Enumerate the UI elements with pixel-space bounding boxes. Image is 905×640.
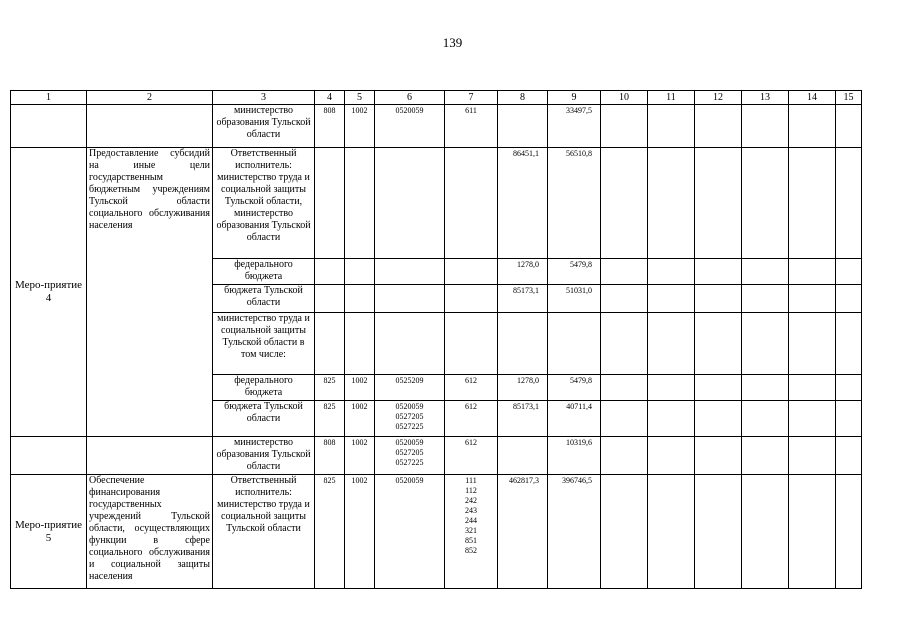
amount-cell: 1278,0 <box>498 259 548 285</box>
amount-cell: 5479,8 <box>548 259 601 285</box>
executor-cell: министерство образования Тульской области <box>213 437 315 475</box>
code-cell: 0520059 <box>375 105 445 148</box>
header-row <box>11 91 862 105</box>
header-cell: 14 <box>789 91 836 105</box>
table-row <box>11 437 862 475</box>
amount-cell: 86451,1 <box>498 148 548 259</box>
amount-cell: 5479,8 <box>548 375 601 401</box>
executor-cell: Ответственный исполнитель: министерство труда и социальной защиты Тульской области <box>213 475 315 589</box>
header-cell: 10 <box>601 91 648 105</box>
amount-cell: 85173,1 <box>498 285 548 313</box>
code-list-cell: 0520059 0527205 0527225 <box>375 401 445 437</box>
executor-cell: федерального бюджета <box>213 259 315 285</box>
header-cell: 13 <box>742 91 789 105</box>
executor-cell: бюджета Тульской области <box>213 285 315 313</box>
code-cell: 0520059 <box>375 475 445 589</box>
amount-cell: 56510,8 <box>548 148 601 259</box>
header-cell: 4 <box>315 91 345 105</box>
code-cell: 825 <box>315 375 345 401</box>
code-cell: 612 <box>445 375 498 401</box>
executor-cell: министерство образования Тульской области <box>213 105 315 148</box>
code-cell: 1002 <box>345 401 375 437</box>
code-cell: 825 <box>315 401 345 437</box>
code-cell: 612 <box>445 437 498 475</box>
header-cell: 11 <box>648 91 695 105</box>
code-cell: 808 <box>315 105 345 148</box>
amount-cell: 396746,5 <box>548 475 601 589</box>
code-cell: 611 <box>445 105 498 148</box>
amount-cell: 1278,0 <box>498 375 548 401</box>
header-cell: 8 <box>498 91 548 105</box>
header-cell: 9 <box>548 91 601 105</box>
table-row <box>11 105 862 148</box>
header-cell: 2 <box>87 91 213 105</box>
amount-cell: 85173,1 <box>498 401 548 437</box>
executor-cell: Ответственный исполнитель: министерство труда и социальной защиты Тульской области, министерство образования Тульской области <box>213 148 315 259</box>
budget-table <box>10 90 862 589</box>
measure-description: Обеспечение финансирования государственных учреждений Тульской области, осуществляющих функции в сфере социального обслуживания и социальной защиты населения <box>87 475 213 589</box>
code-cell: 1002 <box>345 105 375 148</box>
code-list-cell: 111 112 242 243 244 321 851 852 <box>445 475 498 589</box>
code-cell: 1002 <box>345 475 375 589</box>
header-cell: 3 <box>213 91 315 105</box>
code-cell: 825 <box>315 475 345 589</box>
amount-cell: 40711,4 <box>548 401 601 437</box>
amount-cell <box>498 105 548 148</box>
amount-cell: 51031,0 <box>548 285 601 313</box>
executor-cell: федерального бюджета <box>213 375 315 401</box>
code-cell: 1002 <box>345 375 375 401</box>
amount-cell: 462817,3 <box>498 475 548 589</box>
code-cell: 0525209 <box>375 375 445 401</box>
header-cell: 1 <box>11 91 87 105</box>
header-cell: 5 <box>345 91 375 105</box>
amount-cell <box>498 437 548 475</box>
amount-cell: 33497,5 <box>548 105 601 148</box>
measure-description: Предоставление субсидий на иные цели государственным бюджетным учреждениям Тульской области социального обслуживания населения <box>87 148 213 437</box>
header-cell: 6 <box>375 91 445 105</box>
code-cell: 1002 <box>345 437 375 475</box>
code-cell: 808 <box>315 437 345 475</box>
code-list-cell: 0520059 0527205 0527225 <box>375 437 445 475</box>
header-cell: 12 <box>695 91 742 105</box>
amount-cell: 10319,6 <box>548 437 601 475</box>
measure-label: Меро-приятие 5 <box>11 475 87 589</box>
table-row <box>11 148 862 259</box>
header-cell: 7 <box>445 91 498 105</box>
executor-cell: бюджета Тульской области <box>213 401 315 437</box>
code-cell: 612 <box>445 401 498 437</box>
executor-cell: министерство труда и социальной защиты Тульской области в том числе: <box>213 313 315 375</box>
measure-label: Меро-приятие 4 <box>11 148 87 437</box>
header-cell: 15 <box>836 91 862 105</box>
page-number: 139 <box>442 35 463 50</box>
table-row <box>11 475 862 589</box>
